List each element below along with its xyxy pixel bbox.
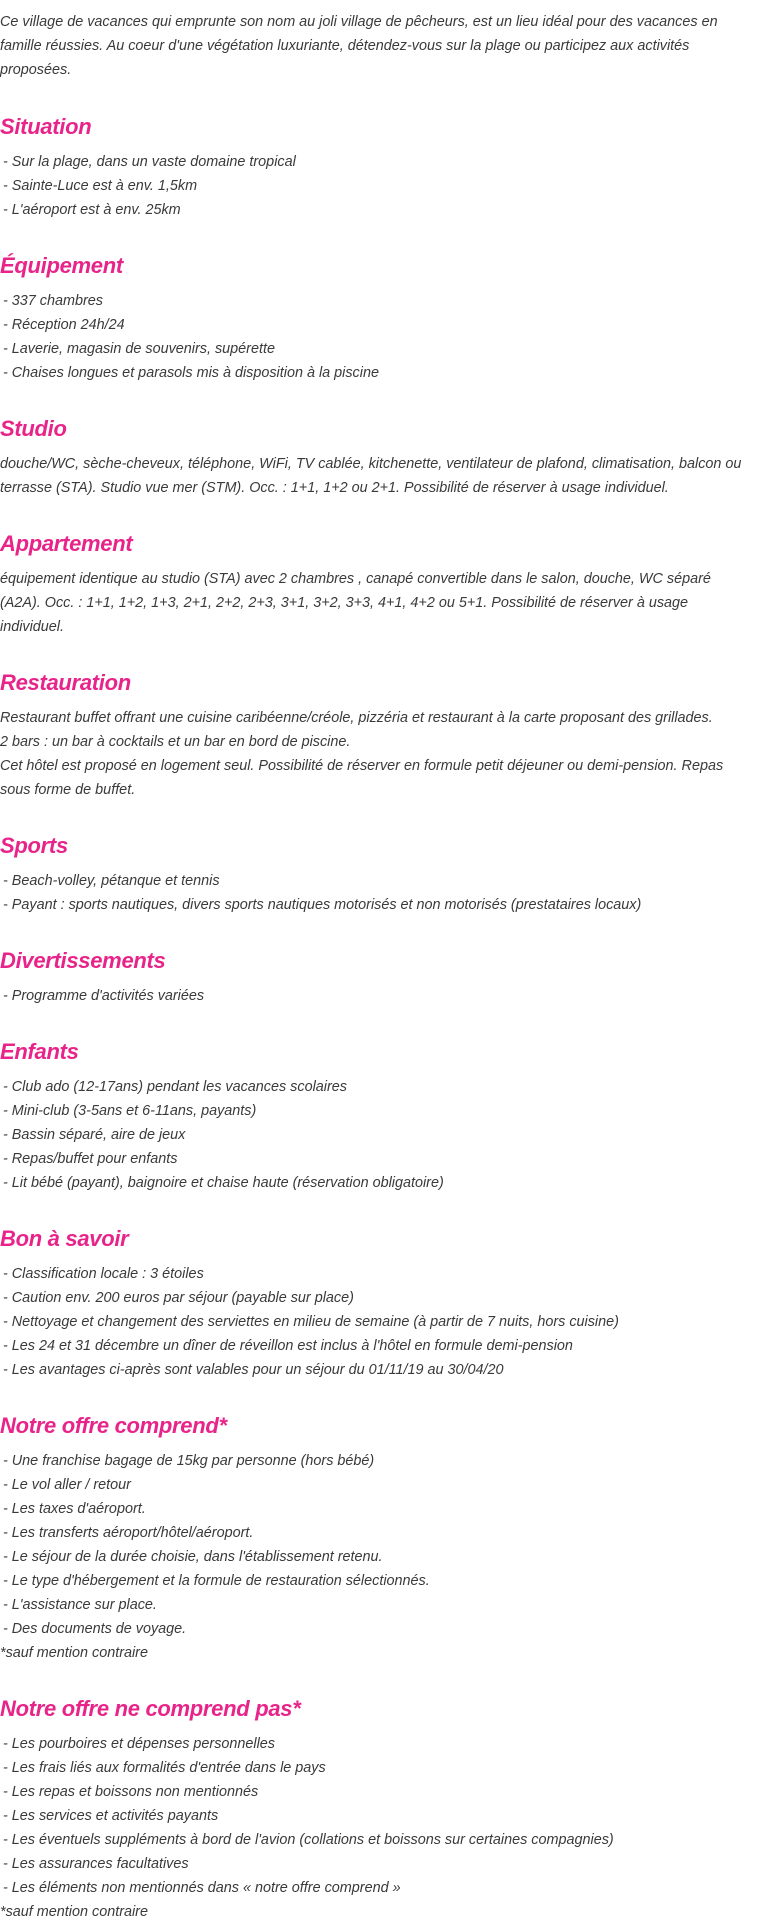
list-item: - Les repas et boissons non mentionnés bbox=[3, 1784, 259, 1800]
list-item: - Le type d'hébergement et la formule de restauration sélectionnés. bbox=[3, 1573, 430, 1589]
list-item: - Les 24 et 31 décembre un dîner de réveillon est inclus à l'hôtel en formule demi-pension bbox=[3, 1338, 573, 1354]
list-item: - Classification locale : 3 étoiles bbox=[3, 1266, 204, 1282]
list-item: - Les services et activités payants bbox=[3, 1808, 219, 1824]
section bbox=[0, 529, 745, 639]
list-item: - Club ado (12-17ans) pendant les vacances scolaires bbox=[3, 1079, 347, 1095]
list-item: - Les transferts aéroport/hôtel/aéroport. bbox=[3, 1525, 254, 1541]
sections-container bbox=[0, 112, 745, 1924]
section bbox=[0, 414, 745, 500]
list-item: - Bassin séparé, aire de jeux bbox=[3, 1127, 186, 1143]
paragraph-line: Restaurant buffet offrant une cuisine caribéenne/créole, pizzéria et restaurant à la carte proposant des grillades. bbox=[0, 710, 713, 726]
section-title: Divertissements bbox=[0, 948, 166, 973]
list-item: - Lit bébé (payant), baignoire et chaise haute (réservation obligatoire) bbox=[3, 1175, 444, 1191]
section-title: Notre offre ne comprend pas* bbox=[0, 1696, 301, 1721]
list-item: - Sur la plage, dans un vaste domaine tropical bbox=[3, 154, 296, 170]
list-item: - Mini-club (3-5ans et 6-11ans, payants) bbox=[3, 1103, 257, 1119]
list-item: - Les frais liés aux formalités d'entrée dans le pays bbox=[3, 1760, 326, 1776]
section-title: Enfants bbox=[0, 1039, 79, 1064]
footnote: *sauf mention contraire bbox=[0, 1645, 148, 1661]
list-item: - Payant : sports nautiques, divers sports nautiques motorisés et non motorisés (prestataires locaux) bbox=[3, 897, 642, 913]
list-item: - 337 chambres bbox=[3, 293, 103, 309]
section bbox=[0, 831, 745, 917]
section bbox=[0, 668, 745, 802]
section bbox=[0, 1694, 745, 1924]
list-item: - Les assurances facultatives bbox=[3, 1856, 189, 1872]
list-item: - Les éléments non mentionnés dans « notre offre comprend » bbox=[3, 1880, 401, 1896]
list-item: - Le vol aller / retour bbox=[3, 1477, 131, 1493]
list-item: - Les pourboires et dépenses personnelles bbox=[3, 1736, 275, 1752]
section bbox=[0, 1411, 745, 1665]
section-title: Bon à savoir bbox=[0, 1226, 129, 1251]
list-item: - Programme d'activités variées bbox=[3, 988, 205, 1004]
list-item: - Nettoyage et changement des serviettes en milieu de semaine (à partir de 7 nuits, hors cuisine) bbox=[3, 1314, 619, 1330]
list-item: - Des documents de voyage. bbox=[3, 1621, 187, 1637]
paragraph-line: 2 bars : un bar à cocktails et un bar en bord de piscine. bbox=[0, 734, 351, 750]
section bbox=[0, 251, 745, 385]
list-item: - Réception 24h/24 bbox=[3, 317, 125, 333]
list-item: - L'aéroport est à env. 25km bbox=[3, 202, 181, 218]
section-title: Appartement bbox=[0, 531, 133, 556]
section-title: Situation bbox=[0, 114, 92, 139]
list-item: - L'assistance sur place. bbox=[3, 1597, 157, 1613]
section bbox=[0, 1224, 745, 1382]
section-title: Studio bbox=[0, 416, 67, 441]
section-paragraph: douche/WC, sèche-cheveux, téléphone, WiFi, TV cablée, kitchenette, ventilateur de plafond, climatisation, balcon ou terrasse (STA). Studio vue mer (STM). Occ. : 1+1, 1+2 ou 2+1. Possibilité de réserver à usage individuel. bbox=[0, 456, 742, 496]
section bbox=[0, 1037, 745, 1195]
list-item: - Caution env. 200 euros par séjour (payable sur place) bbox=[3, 1290, 354, 1306]
list-item: - Les taxes d'aéroport. bbox=[3, 1501, 146, 1517]
list-item: - Repas/buffet pour enfants bbox=[3, 1151, 178, 1167]
section bbox=[0, 112, 745, 222]
section-title: Équipement bbox=[0, 253, 123, 278]
list-item: - Les avantages ci-après sont valables pour un séjour du 01/11/19 au 30/04/20 bbox=[3, 1362, 504, 1378]
list-item: - Les éventuels suppléments à bord de l'avion (collations et boissons sur certaines compagnies) bbox=[3, 1832, 614, 1848]
section-title: Restauration bbox=[0, 670, 131, 695]
list-item: - Une franchise bagage de 15kg par personne (hors bébé) bbox=[3, 1453, 375, 1469]
list-item: - Laverie, magasin de souvenirs, supérette bbox=[3, 341, 275, 357]
list-item: - Le séjour de la durée choisie, dans l'établissement retenu. bbox=[3, 1549, 383, 1565]
intro-paragraph: Ce village de vacances qui emprunte son nom au joli village de pêcheurs, est un lieu idéal pour des vacances en famille réussies. Au coeur d'une végétation luxuriante, détendez-vous sur la plage ou participez aux activités proposées. bbox=[0, 14, 718, 78]
list-item: - Chaises longues et parasols mis à disposition à la piscine bbox=[3, 365, 379, 381]
section-title: Sports bbox=[0, 833, 68, 858]
paragraph-line: Cet hôtel est proposé en logement seul. Possibilité de réserver en formule petit déjeuner ou demi-pension. Repas sous forme de buffet. bbox=[0, 758, 724, 798]
section-title: Notre offre comprend* bbox=[0, 1413, 227, 1438]
list-item: - Beach-volley, pétanque et tennis bbox=[3, 873, 220, 889]
section-paragraph: équipement identique au studio (STA) avec 2 chambres , canapé convertible dans le salon, douche, WC séparé (A2A). Occ. : 1+1, 1+2, 1+3, 2+1, 2+2, 2+3, 3+1, 3+2, 3+3, 4+1, 4+2 ou 5+1. Possibilité de réserver à usage individuel. bbox=[0, 571, 711, 635]
section bbox=[0, 946, 745, 1008]
list-item: - Sainte-Luce est à env. 1,5km bbox=[3, 178, 198, 194]
footnote: *sauf mention contraire bbox=[0, 1904, 148, 1920]
